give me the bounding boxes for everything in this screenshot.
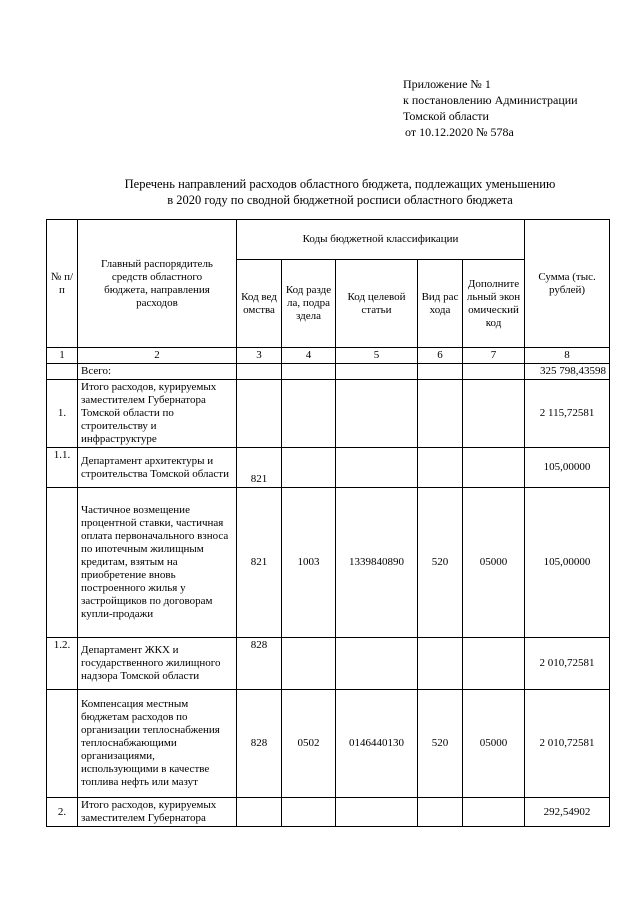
- row-dept: [237, 380, 282, 448]
- header-row-top: [47, 220, 610, 260]
- title-line-2: в 2020 году по сводной бюджетной росписи областного бюджета: [167, 193, 513, 207]
- header-dept-code: Код ведомства: [237, 260, 282, 348]
- row-num: 1.2.: [47, 638, 78, 690]
- row-section: 0502: [282, 690, 336, 798]
- column-number-row: [47, 348, 610, 364]
- row-name: Департамент архитектуры и строительства Томской области: [78, 448, 237, 488]
- table-row: [47, 380, 610, 448]
- table-row: [47, 798, 610, 827]
- row-target: 1339840890: [336, 488, 418, 638]
- col-number: 8: [525, 348, 610, 364]
- appendix-block: [403, 76, 578, 140]
- row-num: [47, 488, 78, 638]
- row-dept: 821: [237, 448, 282, 488]
- col-number: 3: [237, 348, 282, 364]
- table-row: [47, 690, 610, 798]
- appendix-line-3: Томской области: [403, 109, 489, 123]
- row-dept: [237, 798, 282, 827]
- total-row: [47, 364, 610, 380]
- row-target: [336, 380, 418, 448]
- budget-table: [46, 219, 610, 827]
- col-number: 6: [418, 348, 463, 364]
- row-extra: [463, 798, 525, 827]
- row-num: 2.: [47, 798, 78, 827]
- row-extra: 05000: [463, 488, 525, 638]
- appendix-line-2: к постановлению Администрации: [403, 93, 578, 107]
- row-section: [282, 380, 336, 448]
- header-section-code: Код раздела, подраздела: [282, 260, 336, 348]
- row-sum: 105,00000: [525, 488, 610, 638]
- header-manager: Главный распорядитель средств областного бюджета, направления расходов: [78, 220, 237, 348]
- header-sum: Сумма (тыс. рублей): [525, 220, 610, 348]
- row-target: [336, 448, 418, 488]
- row-extra: [463, 638, 525, 690]
- table-row: [47, 488, 610, 638]
- header-codes-group: Коды бюджетной классификации: [237, 220, 525, 260]
- row-dept: 828: [237, 638, 282, 690]
- row-name: Итого расходов, курируемых заместителем Губернатора Томской области по строительству и инфраструктуре: [78, 380, 237, 448]
- appendix-line-4: от 10.12.2020 № 578а: [405, 125, 514, 139]
- row-sum: 2 115,72581: [525, 380, 610, 448]
- row-name: Департамент ЖКХ и государственного жилищного надзора Томской области: [78, 638, 237, 690]
- row-type: [418, 380, 463, 448]
- header-extra-code: Дополнительный экономический код: [463, 260, 525, 348]
- header-num: № п/п: [47, 220, 78, 348]
- row-sum: 2 010,72581: [525, 690, 610, 798]
- row-type: [418, 638, 463, 690]
- appendix-line-1: Приложение № 1: [403, 77, 491, 91]
- row-num: 1.: [47, 380, 78, 448]
- row-extra: 05000: [463, 690, 525, 798]
- row-section: [282, 798, 336, 827]
- row-extra: [463, 448, 525, 488]
- total-sum: 325 798,43598: [525, 364, 610, 380]
- row-sum: 105,00000: [525, 448, 610, 488]
- row-sum: 292,54902: [525, 798, 610, 827]
- row-type: [418, 798, 463, 827]
- row-num: 1.1.: [47, 448, 78, 488]
- row-section: [282, 638, 336, 690]
- row-extra: [463, 380, 525, 448]
- row-name: Частичное возмещение процентной ставки, частичная оплата первоначального взноса по ипотечным жилищным кредитам, взятым на приобретение вновь построенного жилья у застройщиков по договорам купли-продажи: [78, 488, 237, 638]
- row-target: [336, 638, 418, 690]
- row-sum: 2 010,72581: [525, 638, 610, 690]
- row-section: [282, 448, 336, 488]
- title-line-1: Перечень направлений расходов областного бюджета, подлежащих уменьшению: [124, 177, 556, 191]
- document-title: [60, 176, 620, 208]
- col-number: 7: [463, 348, 525, 364]
- row-name: Компенсация местным бюджетам расходов по организации теплоснабжения теплоснабжающими организациями, использующими в качестве топлива нефть или мазут: [78, 690, 237, 798]
- table-row: [47, 448, 610, 488]
- header-target-code: Код целевой статьи: [336, 260, 418, 348]
- row-dept: 828: [237, 690, 282, 798]
- row-type: [418, 448, 463, 488]
- row-dept: 821: [237, 488, 282, 638]
- col-number: 4: [282, 348, 336, 364]
- row-type: 520: [418, 488, 463, 638]
- row-section: 1003: [282, 488, 336, 638]
- row-name: Итого расходов, курируемых заместителем Губернатора: [78, 798, 237, 827]
- row-target: [336, 798, 418, 827]
- header-expense-type: Вид расхода: [418, 260, 463, 348]
- col-number: 2: [78, 348, 237, 364]
- row-type: 520: [418, 690, 463, 798]
- row-num: [47, 690, 78, 798]
- table-row: [47, 638, 610, 690]
- row-target: 0146440130: [336, 690, 418, 798]
- total-label: Всего:: [78, 364, 237, 380]
- col-number: 1: [47, 348, 78, 364]
- col-number: 5: [336, 348, 418, 364]
